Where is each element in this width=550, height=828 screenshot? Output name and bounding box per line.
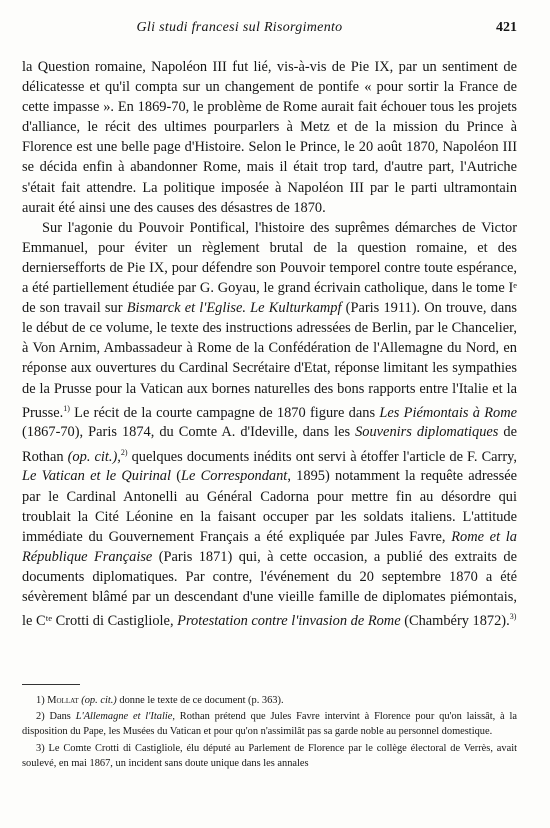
footnote	[22, 693, 517, 708]
text-run: 2) Dans	[36, 711, 76, 723]
text-run: (1867-70), Paris 1874, du Comte A. d'Ideville, dans les	[22, 424, 356, 441]
footnote-ref: 2)	[120, 447, 128, 457]
italic-run: (op. cit.)	[81, 695, 117, 706]
italic-run: Rome et la République Française	[22, 528, 517, 565]
italic-run: L'Allemagne et l'Italie	[75, 711, 173, 723]
italic-run: (op. cit.)	[67, 448, 118, 465]
text-run: donne le texte de ce document (p. 363).	[116, 695, 284, 706]
footnote	[22, 741, 517, 771]
text-run: de Rothan	[22, 424, 517, 465]
footnote-ref: 3)	[509, 612, 517, 622]
text-run: (Paris 1911). On trouve, dans le début de ce volume, le texte des instructions adressées de Berlin, par le Chancelier, à Von Arnim, Ambassadeur à Rome de la Confédération de l'Allemagne du Nord, en réponse aux ouvertures du Cardinal Secrétaire d'Etat, réponse limitant les sympathies de la Prusse pour la Vatican aux bornes naturelles des bons rapports entre l'Italie et la Prusse.	[22, 300, 517, 421]
text-run: (Chambéry 1872).	[400, 612, 510, 629]
footnote-ref: 1)	[63, 403, 70, 413]
text-run: 3) Le Comte Crotti di Castigliole, élu député au Parlement de Florence par le collège électoral de Verrès, avait soulevé, en mai 1867, un incident sans doute unique dans les annales	[22, 742, 517, 769]
smallcaps-run: Mollat	[47, 695, 79, 706]
text-run: , 1895) notamment la requête adressée par le Cardinal Antonelli au Général Cadorna pour mettre fin au désordre qui troublait la Cité Léonine en la faisant occuper par les soldats italiens. L'attitude immédiate du Gouvernement Français a été expliquée par Jules Favre,	[22, 468, 518, 545]
body-text	[22, 57, 517, 631]
paragraph	[22, 57, 517, 218]
italic-run: Le Correspondant	[181, 468, 288, 485]
text-run: Le récit de la courte campagne de 1870 figure dans	[69, 404, 380, 421]
page-header	[22, 20, 517, 40]
text-run: , Rothan prétend que Jules Favre intervint à Florence pour qu'on laissât, à la disposition du Pape, les Musées du Vatican et pour qu'on n'assimilât pas sa garde noble au personnel domestique.	[22, 711, 517, 738]
text-run: Sur l'agonie du Pouvoir Pontifical, l'histoire des suprêmes démarches de Victor Emmanuel, pour éviter un règlement brutal de la question romaine, et des derniersefforts de Pie IX, pour défendre son Pouvoir temporel contre toute espérance, a été partiellement étudiée par G. Goyau, le grand écrivain catholique, dans le tome Iᵉ de son travail sur	[22, 219, 517, 317]
italic-run: Les Piémontais à Rome	[379, 404, 518, 421]
running-title: Gli studi francesi sul Risorgimento	[136, 20, 343, 35]
page-number: 421	[496, 20, 517, 35]
text-run: ,	[117, 448, 121, 465]
footnotes	[22, 693, 517, 772]
text-run: la Question romaine, Napoléon III fut lié, vis-à-vis de Pie IX, par un sentiment de délicatesse et qu'il compta sur un changement de pontife « pour sortir la France de cette impasse ». En 1869-70, le problème de Rome aurait fait échouer tous les projets d'alliance, le récit des ultimes pourparlers à Metz et de la mission du Prince à Florence est une belle page d'Histoire. Selon le Prince, le 20 août 1870, Napoléon III se décida enfin à abandonner Rome, mais il était trop tard, d'autre part, l'Autriche s'était fait attendre. La politique imposée à Napoléon III par le parti ultramontain aurait été ainsi une des causes des désastres de 1870.	[22, 59, 517, 216]
footnote-rule	[22, 684, 80, 685]
italic-run: Bismarck et l'Eglise. Le Kulturkampf	[126, 300, 342, 317]
text-run: quelques documents inédits ont servi à étoffer l'article de F. Carry,	[127, 448, 517, 465]
italic-run: Le Vatican et le Quirinal	[22, 468, 171, 485]
text-run: (	[170, 468, 182, 485]
italic-run: Souvenirs diplomatiques	[355, 424, 499, 441]
text-run: 1)	[36, 695, 48, 706]
italic-run: Protestation contre l'invasion de Rome	[177, 612, 401, 629]
paragraph	[22, 218, 517, 631]
footnote	[22, 709, 517, 739]
text-run: (Paris 1871) qui, à cette occasion, a publié des extraits de documents diplomatiques. Par contre, l'événement du 20 septembre 1870 a été sévèrement blâmé par un descendant d'une vieille famille de diplomates piémontais, le Cᵗᵉ Crotti di Castigliole,	[22, 548, 517, 629]
